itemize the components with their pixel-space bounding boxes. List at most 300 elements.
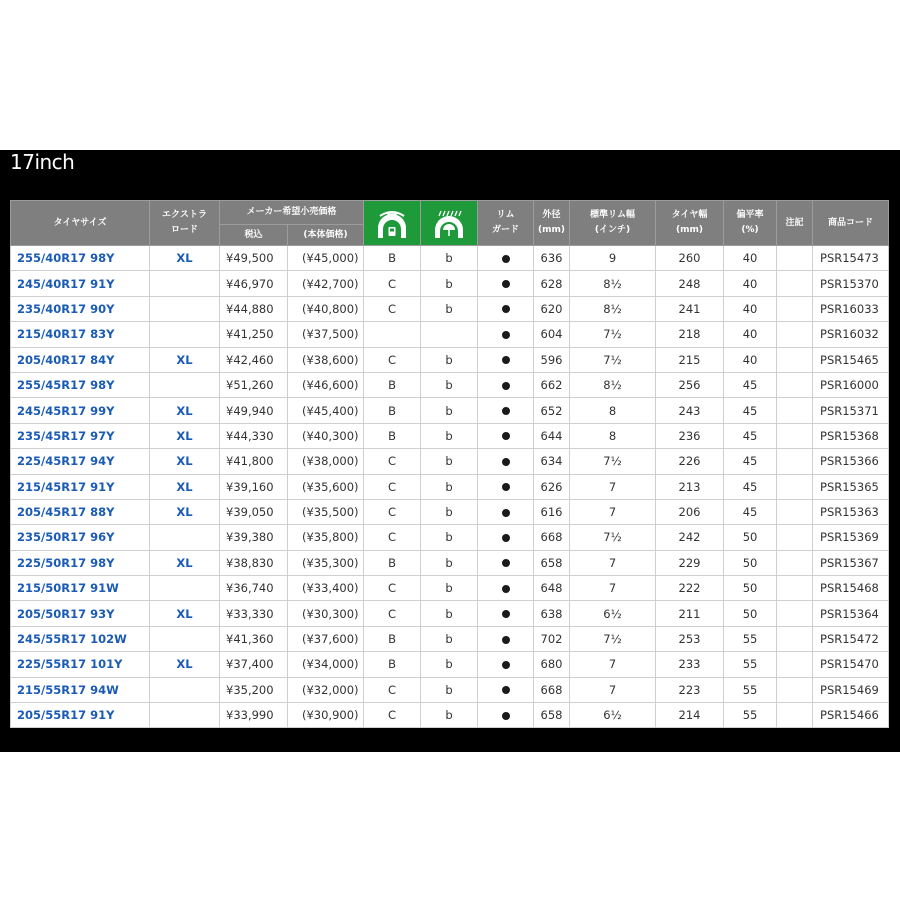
cell-extra-load: XL — [150, 449, 220, 474]
cell-rim-guard — [478, 626, 534, 651]
cell-outer-diameter: 638 — [534, 601, 570, 626]
col-header-extra-load-line1: エクストラ — [162, 210, 207, 220]
cell-extra-load: XL — [150, 347, 220, 372]
col-header-aspect-ratio-line2: (%) — [741, 225, 759, 235]
cell-size: 235/50R17 96Y — [11, 525, 150, 550]
cell-fuel-grade: C — [364, 677, 421, 702]
cell-note — [777, 322, 813, 347]
cell-note — [777, 398, 813, 423]
cell-price: ¥46,970 — [220, 271, 288, 296]
cell-code: PSR16032 — [813, 322, 889, 347]
cell-note — [777, 271, 813, 296]
cell-code: PSR16000 — [813, 372, 889, 397]
cell-note — [777, 246, 813, 271]
table-row — [11, 474, 889, 499]
cell-code: PSR15364 — [813, 601, 889, 626]
cell-price: ¥35,200 — [220, 677, 288, 702]
table-row — [11, 423, 889, 448]
cell-tire-width: 260 — [656, 246, 724, 271]
cell-note — [777, 525, 813, 550]
cell-rim-guard — [478, 525, 534, 550]
rim-guard-dot-icon — [502, 280, 510, 288]
cell-net-price: (¥37,600) — [288, 626, 364, 651]
cell-aspect-ratio: 50 — [724, 525, 777, 550]
col-header-code: 商品コード — [813, 201, 889, 246]
cell-code: PSR15470 — [813, 652, 889, 677]
table-row — [11, 347, 889, 372]
cell-tire-width: 243 — [656, 398, 724, 423]
cell-fuel-grade: B — [364, 626, 421, 651]
table-row — [11, 550, 889, 575]
cell-rim-guard — [478, 372, 534, 397]
col-header-extra-load — [150, 201, 220, 246]
cell-fuel-grade: B — [364, 423, 421, 448]
table-row — [11, 296, 889, 321]
cell-rim-width: 8½ — [570, 372, 656, 397]
cell-tire-width: 218 — [656, 322, 724, 347]
cell-rim-guard — [478, 550, 534, 575]
col-header-price-tax-in: 税込 — [220, 225, 288, 246]
cell-outer-diameter: 636 — [534, 246, 570, 271]
cell-price: ¥41,250 — [220, 322, 288, 347]
cell-aspect-ratio: 45 — [724, 449, 777, 474]
cell-aspect-ratio: 50 — [724, 576, 777, 601]
rim-guard-dot-icon — [502, 305, 510, 313]
cell-price: ¥33,330 — [220, 601, 288, 626]
cell-size: 215/55R17 94W — [11, 677, 150, 702]
cell-net-price: (¥40,300) — [288, 423, 364, 448]
cell-extra-load — [150, 626, 220, 651]
table-row — [11, 601, 889, 626]
rim-guard-dot-icon — [502, 585, 510, 593]
cell-rim-width: 7½ — [570, 626, 656, 651]
cell-net-price: (¥35,300) — [288, 550, 364, 575]
cell-size: 205/50R17 93Y — [11, 601, 150, 626]
col-header-tire-width — [656, 201, 724, 246]
cell-wet-grade: b — [421, 677, 478, 702]
table-row — [11, 703, 889, 728]
cell-rim-width: 9 — [570, 246, 656, 271]
cell-aspect-ratio: 55 — [724, 703, 777, 728]
fuel-efficiency-icon — [374, 206, 410, 240]
cell-net-price: (¥35,500) — [288, 499, 364, 524]
rim-guard-dot-icon — [502, 661, 510, 669]
cell-code: PSR15469 — [813, 677, 889, 702]
rim-guard-dot-icon — [502, 559, 510, 567]
col-header-size: タイヤサイズ — [11, 201, 150, 246]
cell-note — [777, 652, 813, 677]
cell-note — [777, 677, 813, 702]
col-header-price: メーカー希望小売価格 — [220, 201, 364, 225]
cell-rim-guard — [478, 449, 534, 474]
cell-tire-width: 226 — [656, 449, 724, 474]
cell-code: PSR15370 — [813, 271, 889, 296]
cell-aspect-ratio: 45 — [724, 474, 777, 499]
cell-extra-load — [150, 677, 220, 702]
cell-extra-load: XL — [150, 550, 220, 575]
cell-rim-width: 7½ — [570, 449, 656, 474]
rim-guard-dot-icon — [502, 509, 510, 517]
table-row — [11, 322, 889, 347]
cell-fuel-grade: C — [364, 347, 421, 372]
cell-aspect-ratio: 45 — [724, 423, 777, 448]
col-header-rim-width-line1: 標準リム幅 — [590, 210, 636, 220]
cell-size: 235/40R17 90Y — [11, 296, 150, 321]
cell-outer-diameter: 620 — [534, 296, 570, 321]
cell-note — [777, 601, 813, 626]
cell-aspect-ratio: 55 — [724, 652, 777, 677]
cell-size: 255/40R17 98Y — [11, 246, 150, 271]
cell-net-price: (¥35,600) — [288, 474, 364, 499]
table-row — [11, 449, 889, 474]
cell-aspect-ratio: 40 — [724, 246, 777, 271]
cell-tire-width: 215 — [656, 347, 724, 372]
col-header-tire-width-line2: (mm) — [676, 225, 703, 235]
cell-outer-diameter: 702 — [534, 626, 570, 651]
cell-rim-width: 7½ — [570, 322, 656, 347]
table-row — [11, 525, 889, 550]
cell-size: 245/55R17 102W — [11, 626, 150, 651]
cell-fuel-grade: C — [364, 703, 421, 728]
table-row — [11, 271, 889, 296]
cell-wet-grade: b — [421, 347, 478, 372]
cell-note — [777, 703, 813, 728]
cell-rim-width: 7 — [570, 499, 656, 524]
cell-net-price: (¥30,300) — [288, 601, 364, 626]
cell-outer-diameter: 652 — [534, 398, 570, 423]
cell-extra-load — [150, 703, 220, 728]
table-row — [11, 576, 889, 601]
cell-fuel-grade: C — [364, 271, 421, 296]
cell-rim-width: 6½ — [570, 601, 656, 626]
cell-note — [777, 296, 813, 321]
rim-guard-dot-icon — [502, 712, 510, 720]
cell-net-price: (¥33,400) — [288, 576, 364, 601]
cell-rim-width: 8 — [570, 398, 656, 423]
cell-fuel-grade: B — [364, 398, 421, 423]
cell-size: 225/55R17 101Y — [11, 652, 150, 677]
rim-guard-dot-icon — [502, 636, 510, 644]
cell-code: PSR15368 — [813, 423, 889, 448]
cell-note — [777, 372, 813, 397]
cell-code: PSR15472 — [813, 626, 889, 651]
cell-rim-guard — [478, 677, 534, 702]
table-body — [11, 246, 889, 728]
table-row — [11, 499, 889, 524]
cell-aspect-ratio: 55 — [724, 626, 777, 651]
cell-price: ¥41,360 — [220, 626, 288, 651]
cell-extra-load: XL — [150, 423, 220, 448]
cell-aspect-ratio: 45 — [724, 499, 777, 524]
cell-aspect-ratio: 40 — [724, 347, 777, 372]
cell-size: 215/40R17 83Y — [11, 322, 150, 347]
col-header-wet — [421, 201, 478, 246]
cell-tire-width: 253 — [656, 626, 724, 651]
cell-outer-diameter: 658 — [534, 703, 570, 728]
cell-size: 225/50R17 98Y — [11, 550, 150, 575]
tire-spec-table — [10, 200, 889, 728]
cell-outer-diameter: 626 — [534, 474, 570, 499]
table-row — [11, 652, 889, 677]
cell-rim-guard — [478, 246, 534, 271]
cell-code: PSR15466 — [813, 703, 889, 728]
cell-size: 205/55R17 91Y — [11, 703, 150, 728]
cell-outer-diameter: 616 — [534, 499, 570, 524]
cell-rim-guard — [478, 423, 534, 448]
table-row — [11, 677, 889, 702]
cell-outer-diameter: 644 — [534, 423, 570, 448]
cell-outer-diameter: 658 — [534, 550, 570, 575]
cell-rim-guard — [478, 271, 534, 296]
cell-code: PSR16033 — [813, 296, 889, 321]
cell-code: PSR15468 — [813, 576, 889, 601]
cell-code: PSR15365 — [813, 474, 889, 499]
col-header-aspect-ratio-line1: 偏平率 — [736, 210, 764, 220]
cell-fuel-grade: B — [364, 652, 421, 677]
cell-tire-width: 241 — [656, 296, 724, 321]
cell-wet-grade: b — [421, 423, 478, 448]
cell-aspect-ratio: 55 — [724, 677, 777, 702]
cell-size: 205/45R17 88Y — [11, 499, 150, 524]
cell-wet-grade: b — [421, 474, 478, 499]
cell-rim-width: 7½ — [570, 525, 656, 550]
cell-fuel-grade: B — [364, 372, 421, 397]
cell-fuel-grade — [364, 322, 421, 347]
cell-price: ¥37,400 — [220, 652, 288, 677]
cell-price: ¥49,940 — [220, 398, 288, 423]
cell-size: 235/45R17 97Y — [11, 423, 150, 448]
cell-price: ¥44,880 — [220, 296, 288, 321]
cell-note — [777, 449, 813, 474]
cell-net-price: (¥32,000) — [288, 677, 364, 702]
cell-wet-grade: b — [421, 372, 478, 397]
table-row — [11, 626, 889, 651]
cell-note — [777, 499, 813, 524]
cell-extra-load: XL — [150, 499, 220, 524]
cell-wet-grade: b — [421, 246, 478, 271]
cell-size: 205/40R17 84Y — [11, 347, 150, 372]
cell-net-price: (¥38,600) — [288, 347, 364, 372]
table-row — [11, 246, 889, 271]
cell-net-price: (¥45,000) — [288, 246, 364, 271]
cell-net-price: (¥42,700) — [288, 271, 364, 296]
cell-aspect-ratio: 40 — [724, 296, 777, 321]
cell-outer-diameter: 604 — [534, 322, 570, 347]
cell-tire-width: 248 — [656, 271, 724, 296]
cell-fuel-grade: C — [364, 525, 421, 550]
cell-tire-width: 222 — [656, 576, 724, 601]
cell-aspect-ratio: 45 — [724, 372, 777, 397]
cell-price: ¥41,800 — [220, 449, 288, 474]
cell-rim-guard — [478, 474, 534, 499]
cell-extra-load — [150, 296, 220, 321]
cell-size: 215/45R17 91Y — [11, 474, 150, 499]
rim-guard-dot-icon — [502, 432, 510, 440]
cell-size: 215/50R17 91W — [11, 576, 150, 601]
cell-rim-guard — [478, 398, 534, 423]
cell-net-price: (¥37,500) — [288, 322, 364, 347]
cell-price: ¥38,830 — [220, 550, 288, 575]
cell-code: PSR15473 — [813, 246, 889, 271]
cell-wet-grade — [421, 322, 478, 347]
rim-guard-dot-icon — [502, 483, 510, 491]
cell-wet-grade: b — [421, 550, 478, 575]
cell-code: PSR15371 — [813, 398, 889, 423]
section-heading: 17inch — [10, 150, 75, 174]
cell-rim-width: 8 — [570, 423, 656, 448]
cell-wet-grade: b — [421, 626, 478, 651]
cell-note — [777, 474, 813, 499]
cell-extra-load: XL — [150, 601, 220, 626]
cell-fuel-grade: C — [364, 449, 421, 474]
cell-note — [777, 576, 813, 601]
cell-wet-grade: b — [421, 271, 478, 296]
cell-extra-load: XL — [150, 652, 220, 677]
cell-tire-width: 223 — [656, 677, 724, 702]
rim-guard-dot-icon — [502, 331, 510, 339]
cell-aspect-ratio: 50 — [724, 601, 777, 626]
cell-tire-width: 211 — [656, 601, 724, 626]
cell-code: PSR15363 — [813, 499, 889, 524]
cell-rim-guard — [478, 499, 534, 524]
rim-guard-dot-icon — [502, 407, 510, 415]
cell-price: ¥36,740 — [220, 576, 288, 601]
cell-tire-width: 256 — [656, 372, 724, 397]
rim-guard-dot-icon — [502, 610, 510, 618]
col-header-note: 注記 — [777, 201, 813, 246]
col-header-rim-guard — [478, 201, 534, 246]
cell-rim-guard — [478, 296, 534, 321]
cell-outer-diameter: 668 — [534, 525, 570, 550]
cell-code: PSR15367 — [813, 550, 889, 575]
cell-fuel-grade: C — [364, 576, 421, 601]
cell-net-price: (¥35,800) — [288, 525, 364, 550]
col-header-outer-diameter — [534, 201, 570, 246]
cell-wet-grade: b — [421, 525, 478, 550]
cell-note — [777, 626, 813, 651]
cell-price: ¥39,380 — [220, 525, 288, 550]
cell-net-price: (¥34,000) — [288, 652, 364, 677]
cell-note — [777, 550, 813, 575]
cell-price: ¥33,990 — [220, 703, 288, 728]
cell-rim-guard — [478, 703, 534, 728]
cell-net-price: (¥30,900) — [288, 703, 364, 728]
col-header-extra-load-line2: ロード — [170, 225, 198, 235]
cell-outer-diameter: 662 — [534, 372, 570, 397]
cell-rim-guard — [478, 347, 534, 372]
cell-price: ¥44,330 — [220, 423, 288, 448]
cell-aspect-ratio: 50 — [724, 550, 777, 575]
cell-wet-grade: b — [421, 296, 478, 321]
col-header-outer-diameter-line2: (mm) — [538, 225, 565, 235]
cell-price: ¥42,460 — [220, 347, 288, 372]
rim-guard-dot-icon — [502, 255, 510, 263]
cell-code: PSR15465 — [813, 347, 889, 372]
col-header-price-tax-ex: (本体価格) — [288, 225, 364, 246]
col-header-fuel — [364, 201, 421, 246]
cell-size: 245/40R17 91Y — [11, 271, 150, 296]
cell-fuel-grade: C — [364, 474, 421, 499]
cell-rim-width: 6½ — [570, 703, 656, 728]
cell-extra-load: XL — [150, 398, 220, 423]
cell-net-price: (¥38,000) — [288, 449, 364, 474]
col-header-rim-guard-line1: リム — [496, 210, 515, 220]
rim-guard-dot-icon — [502, 534, 510, 542]
cell-outer-diameter: 648 — [534, 576, 570, 601]
cell-price: ¥51,260 — [220, 372, 288, 397]
cell-wet-grade: b — [421, 576, 478, 601]
cell-outer-diameter: 680 — [534, 652, 570, 677]
cell-tire-width: 213 — [656, 474, 724, 499]
cell-rim-width: 7 — [570, 550, 656, 575]
cell-tire-width: 236 — [656, 423, 724, 448]
rim-guard-dot-icon — [502, 382, 510, 390]
cell-price: ¥49,500 — [220, 246, 288, 271]
cell-rim-width: 8½ — [570, 271, 656, 296]
col-header-rim-guard-line2: ガード — [492, 225, 520, 235]
cell-fuel-grade: C — [364, 499, 421, 524]
cell-tire-width: 233 — [656, 652, 724, 677]
cell-extra-load — [150, 576, 220, 601]
cell-rim-width: 7 — [570, 576, 656, 601]
cell-tire-width: 242 — [656, 525, 724, 550]
cell-fuel-grade: B — [364, 550, 421, 575]
cell-fuel-grade: B — [364, 246, 421, 271]
cell-net-price: (¥46,600) — [288, 372, 364, 397]
cell-tire-width: 206 — [656, 499, 724, 524]
cell-rim-guard — [478, 322, 534, 347]
cell-extra-load — [150, 525, 220, 550]
cell-fuel-grade: C — [364, 601, 421, 626]
cell-wet-grade: b — [421, 652, 478, 677]
cell-wet-grade: b — [421, 601, 478, 626]
cell-tire-width: 229 — [656, 550, 724, 575]
table-row — [11, 398, 889, 423]
cell-rim-width: 8½ — [570, 296, 656, 321]
col-header-rim-width-line2: (インチ) — [594, 225, 631, 235]
cell-rim-width: 7½ — [570, 347, 656, 372]
col-header-tire-width-line1: タイヤ幅 — [671, 210, 708, 220]
cell-extra-load — [150, 271, 220, 296]
cell-size: 225/45R17 94Y — [11, 449, 150, 474]
cell-extra-load: XL — [150, 246, 220, 271]
col-header-aspect-ratio — [724, 201, 777, 246]
cell-price: ¥39,050 — [220, 499, 288, 524]
cell-outer-diameter: 628 — [534, 271, 570, 296]
cell-extra-load — [150, 372, 220, 397]
rim-guard-dot-icon — [502, 458, 510, 466]
col-header-rim-width — [570, 201, 656, 246]
cell-wet-grade: b — [421, 499, 478, 524]
cell-note — [777, 423, 813, 448]
table-row — [11, 372, 889, 397]
col-header-outer-diameter-line1: 外径 — [542, 210, 561, 220]
cell-rim-guard — [478, 576, 534, 601]
cell-rim-guard — [478, 601, 534, 626]
cell-net-price: (¥45,400) — [288, 398, 364, 423]
cell-outer-diameter: 596 — [534, 347, 570, 372]
cell-outer-diameter: 634 — [534, 449, 570, 474]
cell-aspect-ratio: 45 — [724, 398, 777, 423]
cell-note — [777, 347, 813, 372]
cell-code: PSR15366 — [813, 449, 889, 474]
cell-fuel-grade: C — [364, 296, 421, 321]
cell-rim-width: 7 — [570, 652, 656, 677]
cell-wet-grade: b — [421, 398, 478, 423]
cell-tire-width: 214 — [656, 703, 724, 728]
cell-size: 255/45R17 98Y — [11, 372, 150, 397]
cell-wet-grade: b — [421, 703, 478, 728]
